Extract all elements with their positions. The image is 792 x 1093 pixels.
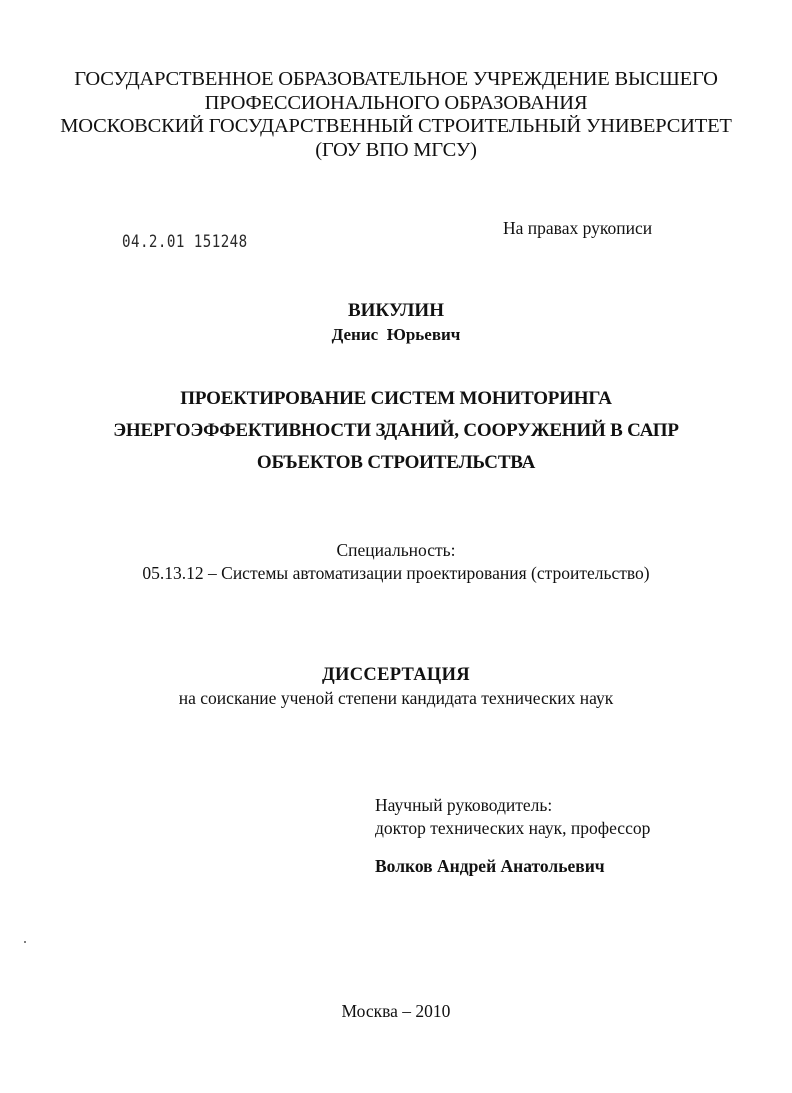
specialty-value: 05.13.12 – Системы автоматизации проектирования (строительство) [142,563,650,583]
place-and-year: Москва – 2010 [341,1001,451,1021]
title-line-2: ЭНЕРГОЭФФЕКТИВНОСТИ ЗДАНИЙ, СООРУЖЕНИЙ В САПР [113,420,679,441]
document-type: ДИССЕРТАЦИЯ [322,665,470,685]
institution-line-3: МОСКОВСКИЙ ГОСУДАРСТВЕННЫЙ СТРОИТЕЛЬНЫЙ УНИВЕРСИТЕТ [60,115,732,137]
scan-speck [24,941,26,943]
advisor-credentials: доктор технических наук, профессор [375,818,651,838]
institution-line-2: ПРОФЕССИОНАЛЬНОГО ОБРАЗОВАНИЯ [204,91,588,114]
author-given-name: Денис Юрьевич [331,325,461,344]
advisor-info [375,794,650,840]
degree-description: на соискание ученой степени кандидата технических наук [178,688,614,708]
author-surname: ВИКУЛИН [347,300,444,321]
title-line-1: ПРОЕКТИРОВАНИЕ СИСТЕМ МОНИТОРИНГА [180,388,612,409]
archive-stamp-number: 04.2.01 151248 [122,232,248,251]
advisor-role: Научный руководитель: [375,795,553,815]
manuscript-note: На правах рукописи [503,218,653,238]
title-line-3: ОБЪЕКТОВ СТРОИТЕЛЬСТВА [256,452,536,473]
institution-header [0,68,792,162]
dissertation-title [0,383,792,479]
advisor-name: Волков Андрей Анатольевич [375,856,605,876]
institution-line-1: ГОСУДАРСТВЕННОЕ ОБРАЗОВАТЕЛЬНОЕ УЧРЕЖДЕНИЕ ВЫСШЕГО [74,68,718,90]
specialty-label: Специальность: [336,540,456,560]
institution-line-4: (ГОУ ВПО МГСУ) [315,138,477,161]
